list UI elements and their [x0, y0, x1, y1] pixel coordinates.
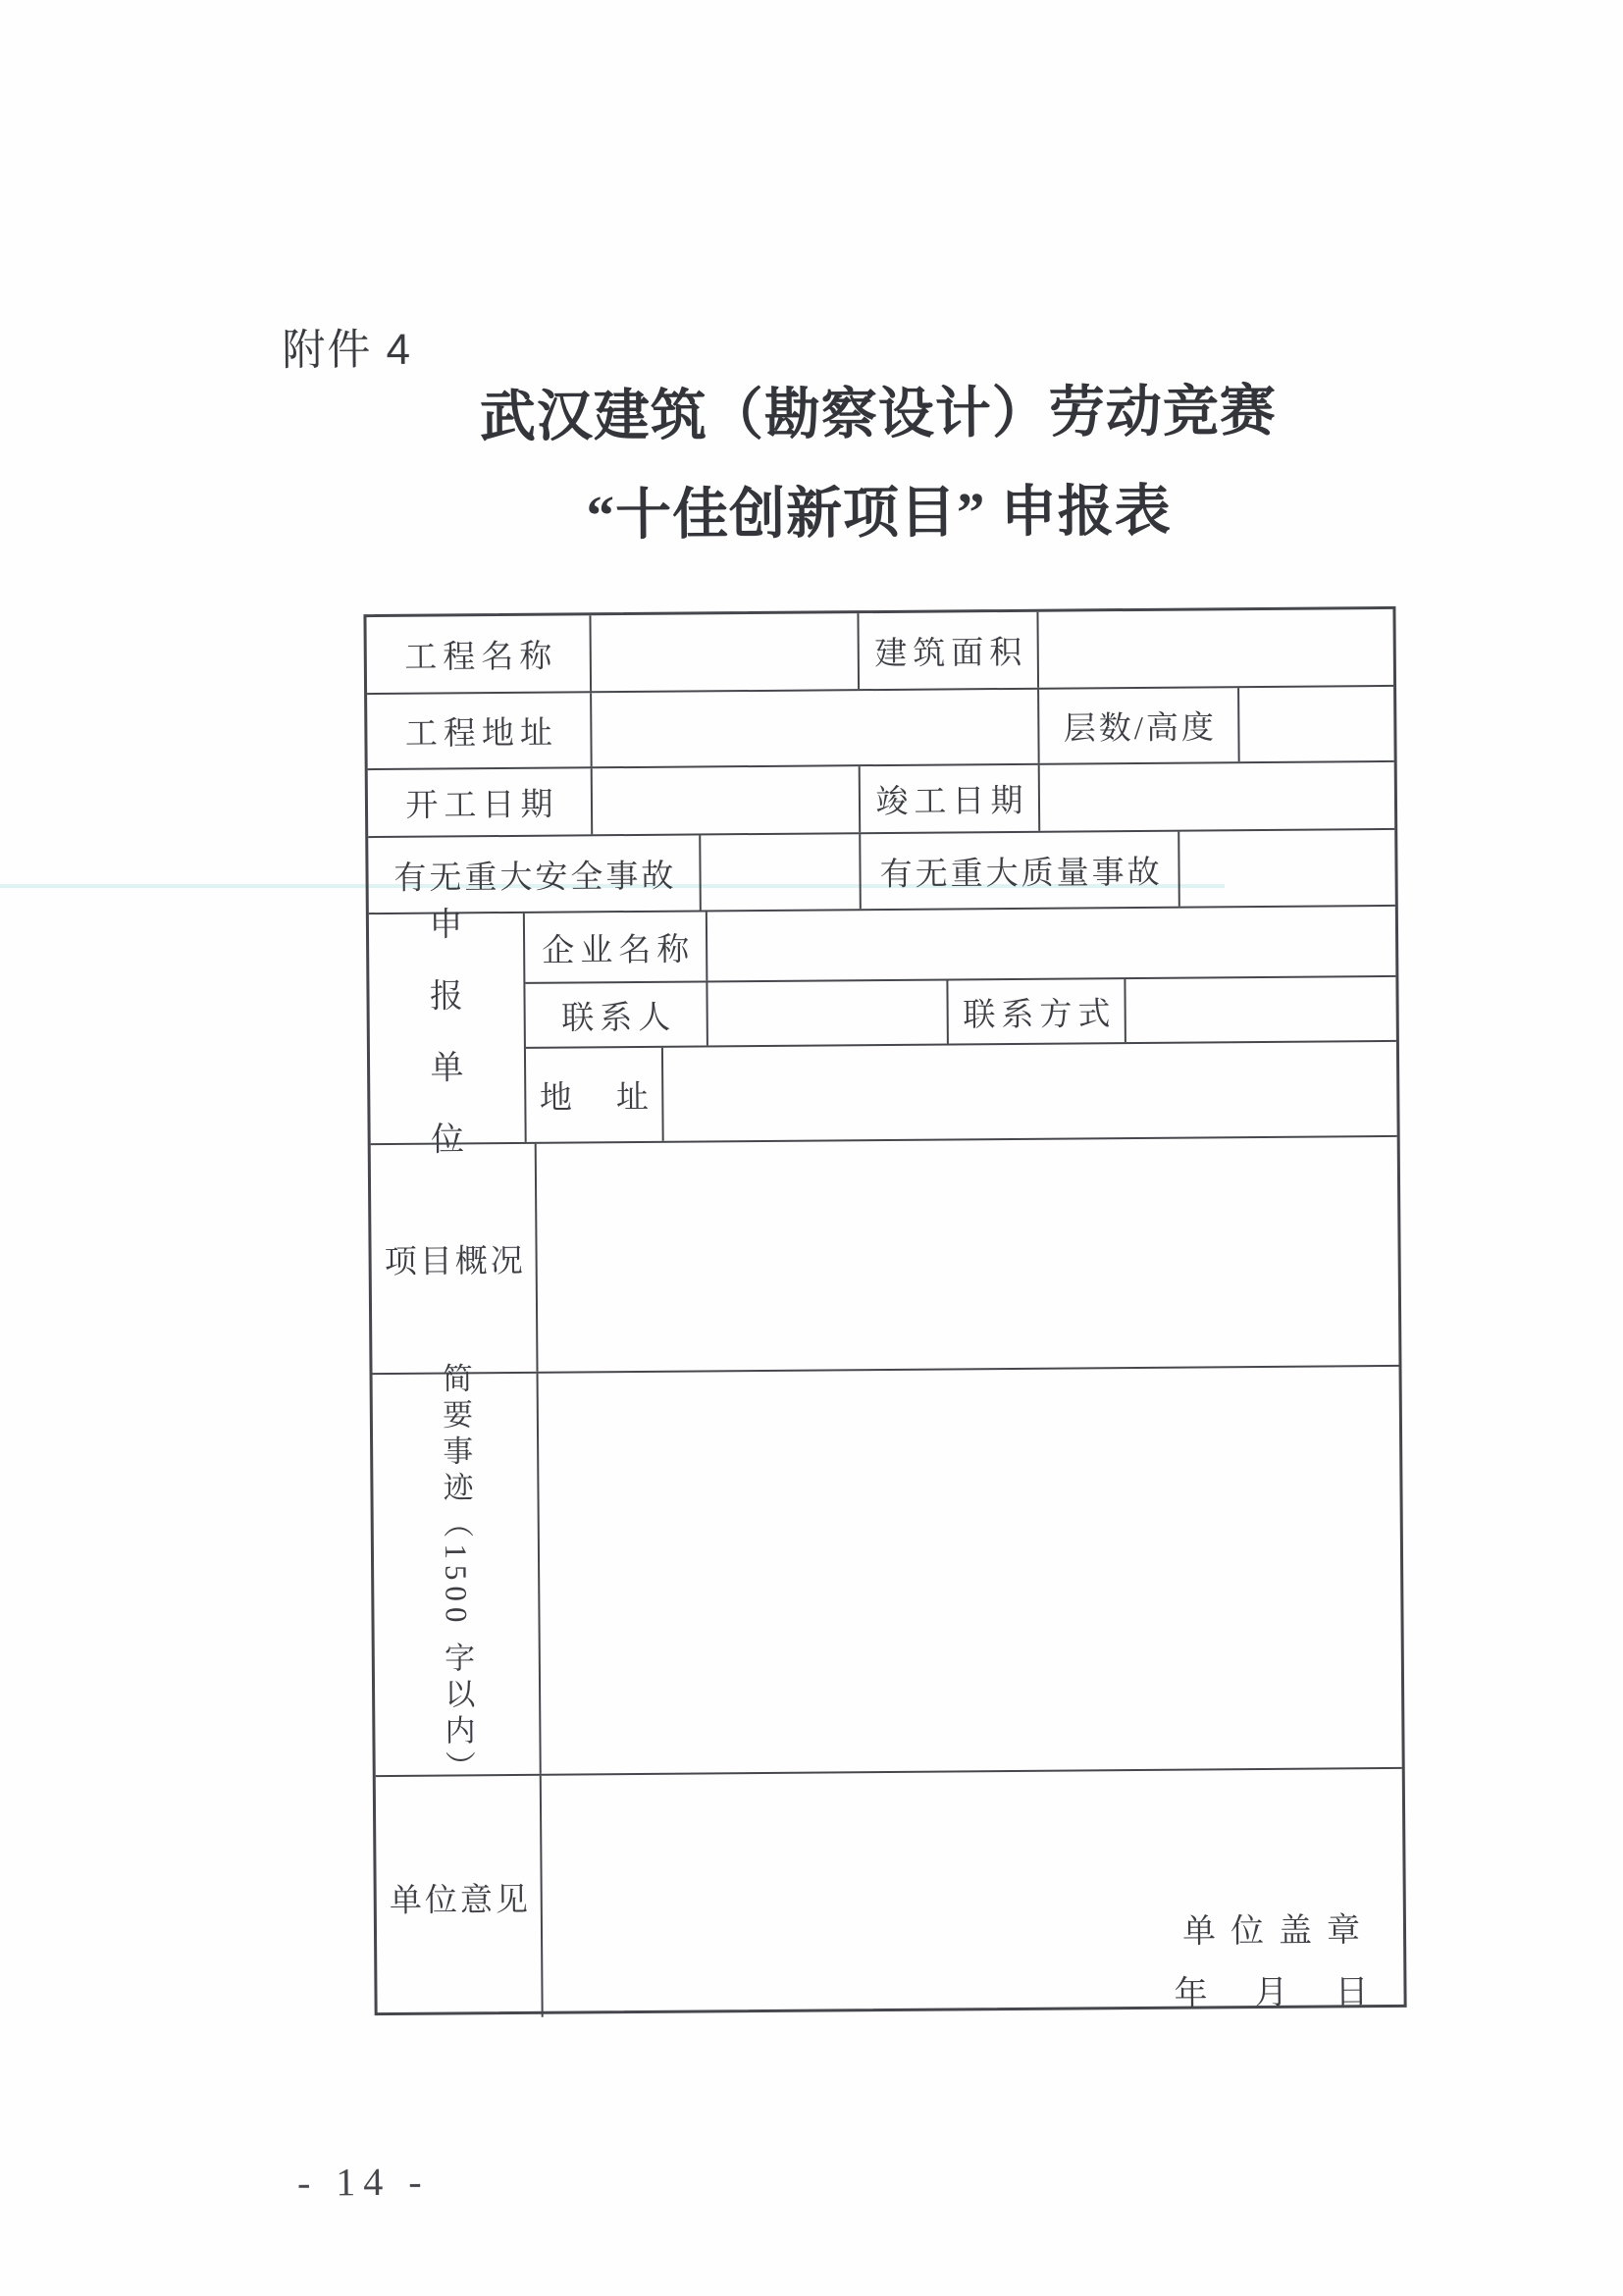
project-address-value-cell: [590, 690, 1038, 767]
contact-method-label: 联系方式: [947, 979, 1125, 1043]
seal-and-date-block: [1174, 1903, 1376, 2014]
building-area-label: 建筑面积: [857, 612, 1037, 689]
page-number: - 14 -: [296, 2159, 430, 2205]
date-day-label: 日: [1335, 1974, 1369, 2011]
project-address-label: 工程地址: [404, 715, 559, 753]
project-overview-label: 项目概况: [384, 1243, 526, 1280]
safety-accident-label: 有无重大安全事故: [393, 859, 677, 897]
application-form-table: [363, 606, 1406, 2015]
applicant-unit-char: 位: [430, 1121, 465, 1159]
floors-height-value-cell: [1237, 687, 1394, 761]
company-name-label: 企业名称: [542, 931, 696, 969]
address-value-cell: [661, 1042, 1396, 1141]
row-company-name: [525, 907, 1396, 982]
unit-opinion-value-cell: [540, 1769, 1404, 2017]
title-line-2: “十佳创新项目” 申报表: [586, 480, 1173, 548]
company-name-value-cell: [706, 907, 1395, 981]
row-brief-deeds: [373, 1361, 1402, 1787]
completion-date-label: 竣工日期: [859, 765, 1039, 832]
start-date-value-cell: [591, 766, 860, 834]
title-line-1: 武汉建筑（勘察设计）劳动竞赛: [479, 380, 1278, 449]
applicant-unit-char: 申: [429, 906, 463, 944]
row-accidents: [368, 828, 1395, 913]
completion-date-value-cell: [1038, 762, 1394, 831]
brief-deeds-label: 简要事迹（1500 字以内）: [437, 1361, 476, 1787]
quality-accident-label: 有无重大质量事故: [859, 832, 1178, 910]
project-overview-value-cell: [535, 1137, 1398, 1372]
project-name-value-cell: [589, 613, 858, 691]
document-title: [362, 381, 1395, 549]
contact-person-value-cell: [707, 980, 947, 1045]
row-project-overview: [371, 1135, 1399, 1373]
brief-deeds-label-cell: [373, 1361, 541, 1787]
unit-seal-label: 单位盖章: [1181, 1912, 1376, 1951]
date-line: [1174, 1964, 1368, 2014]
floors-height-label: 层数/高度: [1037, 688, 1238, 763]
date-year-label: 年: [1174, 1975, 1208, 2012]
row-project-name: [366, 609, 1393, 693]
contact-person-label: 联系人: [561, 1000, 677, 1037]
unit-opinion-label: 单位意见: [389, 1882, 532, 1919]
date-month-label: 月: [1254, 1974, 1288, 2012]
applicant-unit-label: [369, 906, 525, 1159]
address-label: 地 址: [539, 1079, 655, 1117]
contact-method-value-cell: [1125, 977, 1396, 1042]
row-address: [526, 1040, 1397, 1142]
safety-accident-value-cell: [699, 834, 860, 910]
brief-deeds-value-cell: [537, 1367, 1402, 1774]
row-project-address: [367, 685, 1394, 768]
row-dates: [368, 760, 1395, 836]
applicant-unit-char: 单: [430, 1049, 464, 1087]
quality-accident-value-cell: [1178, 830, 1394, 907]
applicant-unit-char: 报: [429, 977, 464, 1016]
project-name-label: 工程名称: [404, 639, 558, 676]
row-unit-opinion: [376, 1767, 1404, 2018]
attachment-label: 附件 4: [282, 325, 413, 375]
applicant-unit-subtable: [523, 907, 1397, 1142]
building-area-value-cell: [1036, 609, 1393, 688]
row-contact: [525, 975, 1396, 1047]
start-date-label: 开工日期: [405, 787, 559, 824]
row-applicant-unit-group: [369, 905, 1397, 1159]
